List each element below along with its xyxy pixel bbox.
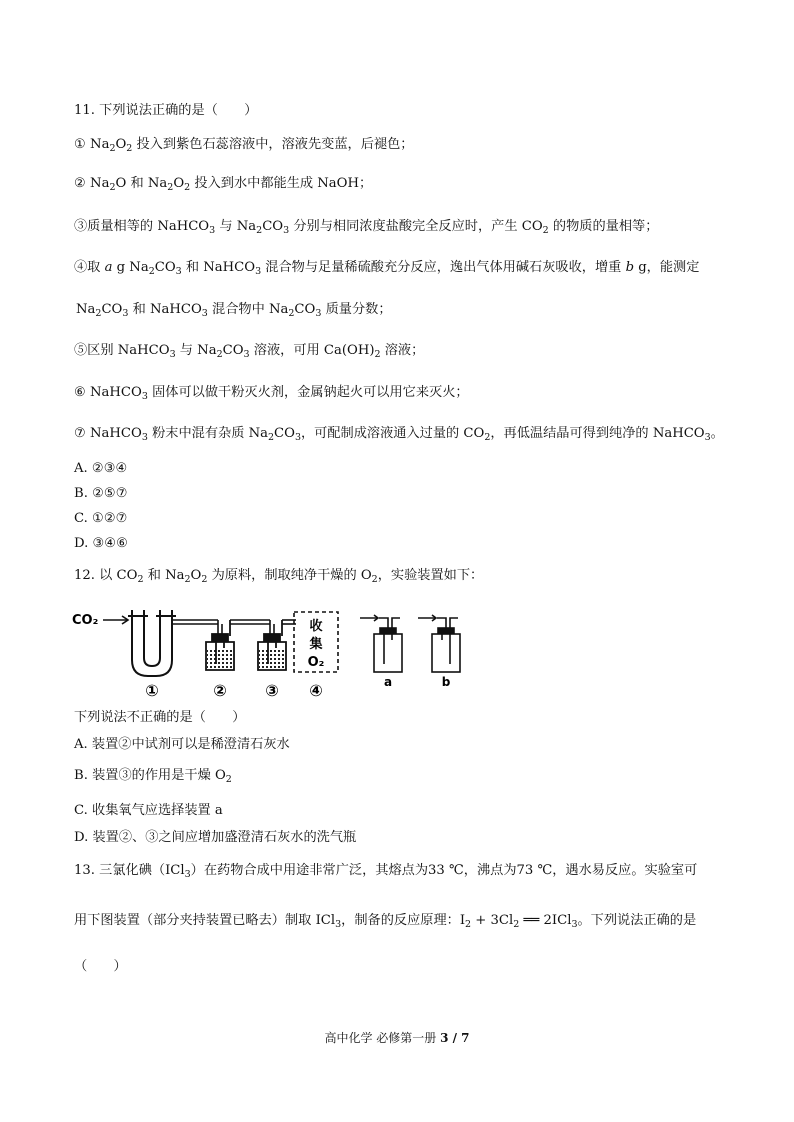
co2-label: CO₂ bbox=[72, 613, 99, 628]
q13-line-3: （ ） bbox=[74, 959, 127, 974]
q11-statement-4: ④取 a g $Na_2CO_3$ 和 NaHCO$_3$ 混合物与足量稀硫酸充分反应，逸出气体用碱石灰吸收，增重 b g，能测定 bbox=[74, 260, 700, 277]
wash-bottle-2 bbox=[206, 620, 234, 670]
q11-statement-3: ③质量相等的 NaHCO$_3$ 与 $Na_2CO_3$ 分别与相同浓度盐酸完全反应时，产生 $CO_2$ 的物质的量相等； bbox=[74, 219, 659, 236]
q11-option-a: A. ②③④ bbox=[74, 461, 128, 476]
q11-statement-1: ① $Na_2O_2$ 投入到紫色石蕊溶液中，溶液先变蓝，后褪色； bbox=[74, 137, 414, 154]
collect-text-2: 集 bbox=[309, 637, 323, 652]
label-a: a bbox=[383, 675, 393, 689]
collect-text-3: O₂ bbox=[307, 655, 325, 670]
q11-statement-2: ② $Na_2O$ 和 $Na_2O_2$ 投入到水中都能生成 NaOH； bbox=[74, 176, 373, 193]
collection-bottle-a bbox=[360, 615, 402, 672]
q11-statement-5: ⑤区别 NaHCO$_3$ 与 $Na_2CO_3$ 溶液，可用 $Ca(OH)_2$ 溶液； bbox=[74, 343, 425, 360]
q11-stem: 11. 下列说法正确的是（ ） bbox=[74, 103, 258, 118]
q11-option-d: D. ③④⑥ bbox=[74, 536, 128, 551]
q11-statement-7: ⑦ NaHCO$_3$ 粉末中混有杂质 $Na_2CO_3$，可配制成溶液通入过量的 $CO_2$，再低温结晶可得到纯净的 NaHCO$_3$。 bbox=[74, 426, 724, 443]
collect-text-1: 收 bbox=[309, 619, 323, 634]
q11-option-b: B. ②⑤⑦ bbox=[74, 486, 128, 501]
q13-line-1: 13. 三氯化碘（ICl$_3$）在药物合成中用途非常广泛，其熔点为33 ℃，沸点为73 ℃，遇水易反应。实验室可 bbox=[74, 863, 698, 880]
q11-statement-6: ⑥ NaHCO$_3$ 固体可以做干粉灭火剂，金属钠起火可以用它来灭火； bbox=[74, 385, 469, 402]
q13-line-2: 用下图装置（部分夹持装置已略去）制取 ICl$_3$，制备的反应原理：$I_2 + 3Cl_2$ ══ 2ICl$_3$。下列说法正确的是 bbox=[74, 913, 697, 930]
q12-stem: 12. 以 $CO_2$ 和 $Na_2O_2$ 为原料，制取纯净干燥的 $O_2$，实验装置如下： bbox=[74, 568, 484, 585]
label-2: ② bbox=[213, 681, 227, 700]
label-4: ④ bbox=[309, 681, 323, 700]
label-3: ③ bbox=[265, 681, 279, 700]
q11-option-c: C. ①②⑦ bbox=[74, 511, 128, 526]
q12-option-d: D. 装置②、③之间应增加盛澄清石灰水的洗气瓶 bbox=[74, 830, 357, 845]
u-tube bbox=[128, 610, 176, 676]
label-1: ① bbox=[145, 681, 159, 700]
wash-bottle-3 bbox=[258, 620, 286, 670]
label-b: b bbox=[441, 675, 451, 689]
page-footer: 高中化学 必修第一册 3 / 7 bbox=[324, 1031, 470, 1045]
q12-option-a: A. 装置②中试剂可以是稀澄清石灰水 bbox=[74, 737, 290, 752]
inlet-arrow bbox=[103, 616, 128, 624]
q12-option-b: B. 装置③的作用是干燥 $O_2$ bbox=[74, 768, 232, 785]
page-number: 3 / 7 bbox=[440, 1031, 470, 1045]
collection-bottle-b bbox=[418, 615, 460, 672]
q12-option-c: C. 收集氧气应选择装置 a bbox=[74, 803, 223, 818]
q11-statement-4-cont: $Na_2CO_3$ 和 NaHCO$_3$ 混合物中 $Na_2CO_3$ 质量分数； bbox=[76, 302, 392, 319]
q12-question: 下列说法不正确的是（ ） bbox=[74, 710, 246, 725]
apparatus-diagram bbox=[70, 606, 490, 702]
